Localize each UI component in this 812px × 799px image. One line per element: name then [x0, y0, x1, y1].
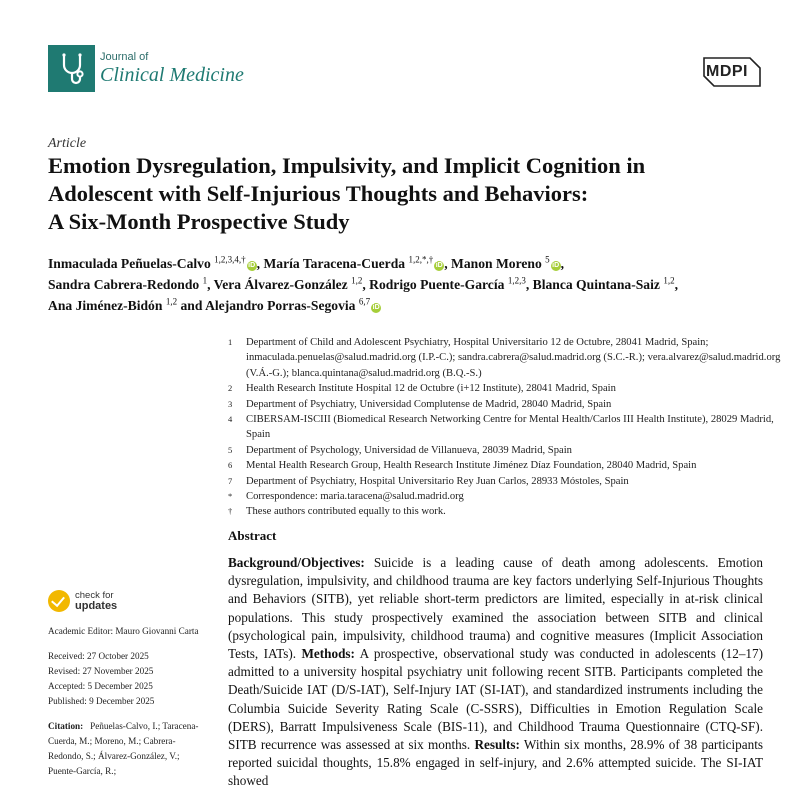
journal-title: [100, 52, 244, 85]
abstract-results: Within six months, 28.9% of 38 participants reported suicidal thoughts, 15.8% engaged in self-injury, and 2.6% attempted suicide. The SI-IAT showed: [228, 737, 764, 789]
author[interactable]: María Taracena-Cuerda $^{1,2,*,\dagger}$iD: [263, 254, 443, 271]
received-date: Received: 27 October 2025: [48, 651, 149, 661]
stethoscope-icon: [54, 51, 90, 87]
article-info-sidebar: [48, 624, 208, 779]
orcid-icon[interactable]: iD: [552, 262, 560, 269]
title-line: A Six-Month Prospective Study: [48, 209, 350, 234]
author-list: Inmaculada Peñuelas-Calvo $^{1,2,3,4,\dagger}$iD , María Taracena-Cuerda $^{1,2,*,\dagger}$iD , Manon Moreno $^5$iD , Sandra Cabrera-Redondo $^1$, Vera Álvarez-González $^{1,2}$, Rodrigo Puente-García $^{1,2,3}$, Blanca Quintana-Saiz $^{1,2}$, Ana Jiménez-Bidón $^{1,2}$ and Alejandro Porras-Segovia $^{6,7}$iD: [48, 254, 678, 313]
abstract-methods: A prospective, observational study was conducted in adolescents (12–17) admitted to a university hospital psychiatry unit following recent SITB. Participants completed the Death/Suicide IAT (D/S-IAT), Self-Injury IAT (SI-IAT), and standardized instruments including the Columbia Suicide Severity Rating Scale (C-SSRS), Difficulties in Emotion Regulation Scale (DERS), Barratt Impulsiveness Scale (BIS-11), and Childhood Trauma Questionnaire (CTQ-SF). SITB recurrence was assessed at six months.: [228, 646, 763, 753]
orcid-icon[interactable]: iD: [435, 262, 443, 269]
revised-date: Revised: 27 November 2025: [48, 666, 154, 676]
affiliation: 1 Department of Child and Adolescent Psychiatry, Hospital Universitario 12 de Octubre, 28041 Madrid, Spain; inmaculada.penuelas@salud.madrid.org (I.P.-C.); sandra.cabrera@salud.madrid.org (S.C.-R.); vera.alvarez@salud.madrid.org (V.Á.-G.); blanca.quintana@salud.madrid.org (B.Q.-S.): [228, 337, 781, 379]
author[interactable]: Inmaculada Peñuelas-Calvo $^{1,2,3,4,\dagger}$iD: [48, 254, 256, 271]
citation: Citation: Peñuelas-Calvo, I.; Taracena-Cuerda, M.; Moreno, M.; Cabrera-Redondo, S.; Álvarez-González, V.; Puente-García, R.;: [48, 721, 199, 776]
author[interactable]: Manon Moreno $^5$iD: [451, 254, 560, 271]
title-line: Adolescent with Self-Injurious Thoughts and Behaviors:: [48, 181, 589, 206]
article-title: [48, 152, 788, 236]
title-line: Emotion Dysregulation, Impulsivity, and Implicit Cognition in: [48, 153, 646, 178]
correspondence: * Correspondence: maria.taracena@salud.madrid.org: [228, 491, 464, 503]
abstract-results-label: Results:: [474, 737, 520, 753]
check-updates-line2: updates: [75, 600, 118, 612]
check-for-updates-button[interactable]: [48, 590, 117, 612]
publisher-name: MDPI: [706, 63, 748, 80]
affiliation-list: [228, 335, 788, 520]
affiliation: 3 Department of Psychiatry, Universidad Complutense de Madrid, 28040 Madrid, Spain: [228, 398, 612, 410]
author[interactable]: Vera Álvarez-González $^{1,2}$: [213, 275, 363, 292]
check-updates-icon: [48, 590, 70, 612]
affiliation: 5 Department of Psychology, Universidad de Villanueva, 28039 Madrid, Spain: [228, 444, 572, 456]
publisher-logo: [700, 54, 762, 90]
orcid-icon[interactable]: iD: [372, 304, 380, 311]
author[interactable]: Blanca Quintana-Saiz $^{1,2}$: [532, 275, 675, 292]
abstract-methods-label: Methods:: [301, 646, 355, 662]
journal-logo: [48, 45, 95, 92]
author[interactable]: Ana Jiménez-Bidón $^{1,2}$: [48, 296, 178, 313]
check-updates-line1: check for: [75, 590, 114, 601]
affiliation: 4 CIBERSAM-ISCIII (Biomedical Research Networking Centre for Mental Health/Carlos III Health Institute), 28029 Madrid, Spain: [228, 414, 774, 441]
author[interactable]: Rodrigo Puente-García $^{1,2,3}$: [369, 275, 526, 292]
abstract-background: Suicide is a leading cause of death among adolescents. Emotion dysregulation, impulsivity, and childhood trauma are key factors underlying Self-Injurious Thoughts and Behaviors (SITB), yet reliable short-term predictors are limited, especially in at-risk clinical populations. This study prospectively examined the association between SITB and clinical (psychological pain, impulsivity, childhood trauma) and cognitive measures (Implicit Association Tests, IATs).: [228, 555, 763, 662]
author[interactable]: Sandra Cabrera-Redondo $^1$: [48, 275, 208, 292]
article-type: Article: [48, 136, 87, 151]
accepted-date: Accepted: 5 December 2025: [48, 681, 153, 691]
abstract-body: [228, 554, 763, 791]
abstract-background-label: Background/Objectives:: [228, 555, 365, 570]
affiliation: 2 Health Research Institute Hospital 12 de Octubre (i+12 Institute), 28041 Madrid, Spain: [228, 383, 616, 395]
affiliation: 6 Mental Health Research Group, Health Research Institute Jiménez Díaz Foundation, 28040 Madrid, Spain: [228, 460, 697, 472]
published-date: Published: 9 December 2025: [48, 696, 155, 706]
author[interactable]: Alejandro Porras-Segovia $^{6,7}$iD: [205, 296, 380, 313]
journal-name: Clinical Medicine: [100, 64, 244, 86]
academic-editor: Academic Editor: Mauro Giovanni Carta: [48, 626, 199, 636]
orcid-icon[interactable]: iD: [248, 262, 256, 269]
equal-contribution-note: † These authors contributed equally to this work.: [228, 506, 446, 518]
abstract-heading: Abstract: [228, 528, 277, 543]
affiliation: 7 Department of Psychiatry, Hospital Universitario Rey Juan Carlos, 28933 Móstoles, Spain: [228, 475, 629, 487]
journal-of: Journal of: [100, 51, 149, 63]
